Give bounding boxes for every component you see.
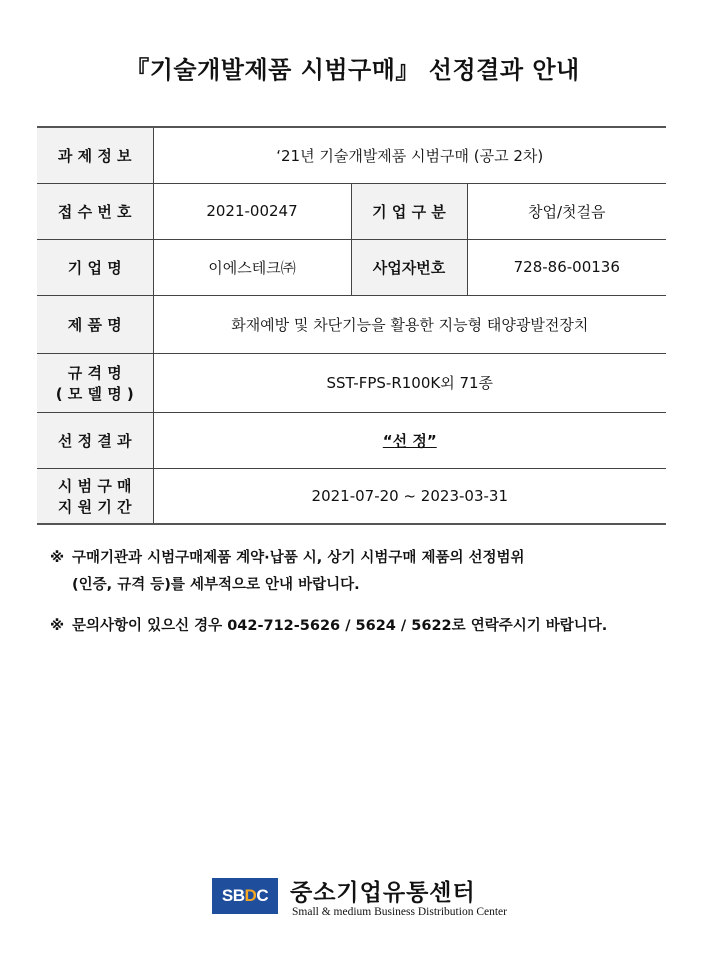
biz-no-value: 728-86-00136 xyxy=(467,239,666,295)
org-name-en: Small & medium Business Distribution Center xyxy=(292,906,507,918)
logo-d: D xyxy=(244,886,257,905)
logo-sb: SB xyxy=(221,886,245,905)
model-label-line2: ( 모 델 명 ) xyxy=(55,384,134,403)
product-label: 제 품 명 xyxy=(37,295,153,353)
note2-text: 문의사항이 있으신 경우 042-712-5626 / 5624 / 5622로 연락주시기 바랍니다. xyxy=(72,618,608,634)
note-mark: ※ xyxy=(50,550,65,566)
model-label-line1: 규 격 명 xyxy=(67,363,122,382)
period-label-line1: 시 범 구 매 xyxy=(57,476,132,495)
notes-section xyxy=(50,545,680,654)
page-title: 『기술개발제품 시범구매』 선정결과 안내 xyxy=(125,56,580,84)
table-row xyxy=(37,183,666,239)
table-row xyxy=(37,353,666,412)
note1-line2: (인증, 규격 등)를 세부적으로 안내 바랍니다. xyxy=(72,577,360,593)
period-value: 2021-07-20 ~ 2023-03-31 xyxy=(153,468,666,524)
table-row xyxy=(37,127,666,183)
result-value: “선 정” xyxy=(153,412,666,468)
project-label: 과 제 정 보 xyxy=(37,127,153,183)
table-row xyxy=(37,468,666,524)
receipt-label: 접 수 번 호 xyxy=(37,183,153,239)
period-label xyxy=(37,468,153,524)
company-type-label: 기 업 구 분 xyxy=(351,183,467,239)
table-row xyxy=(37,239,666,295)
info-table xyxy=(37,126,666,525)
company-name-label: 기 업 명 xyxy=(37,239,153,295)
sbdc-logo-icon xyxy=(212,878,278,914)
table-row xyxy=(37,295,666,353)
receipt-value: 2021-00247 xyxy=(153,183,351,239)
logo-c: C xyxy=(256,886,269,905)
project-value: ‘21년 기술개발제품 시범구매 (공고 2차) xyxy=(153,127,666,183)
biz-no-label: 사업자번호 xyxy=(351,239,467,295)
period-label-line2: 지 원 기 간 xyxy=(57,497,132,516)
note-mark: ※ xyxy=(50,618,65,634)
result-label: 선 정 결 과 xyxy=(37,412,153,468)
company-type-value: 창업/첫걸음 xyxy=(467,183,666,239)
company-name-value: 이에스테크㈜ xyxy=(153,239,351,295)
note1-line1: 구매기관과 시범구매제품 계약·납품 시, 상기 시범구매 제품의 선정범위 xyxy=(72,550,525,566)
model-value: SST-FPS-R100K외 71종 xyxy=(153,353,666,412)
org-name-kr: 중소기업유통센터 xyxy=(290,880,476,906)
footer-logo xyxy=(212,874,512,924)
product-value: 화재예방 및 차단기능을 활용한 지능형 태양광발전장치 xyxy=(153,295,666,353)
note-1 xyxy=(50,545,680,599)
note-2 xyxy=(50,613,680,640)
model-label xyxy=(37,353,153,412)
table-row xyxy=(37,412,666,468)
